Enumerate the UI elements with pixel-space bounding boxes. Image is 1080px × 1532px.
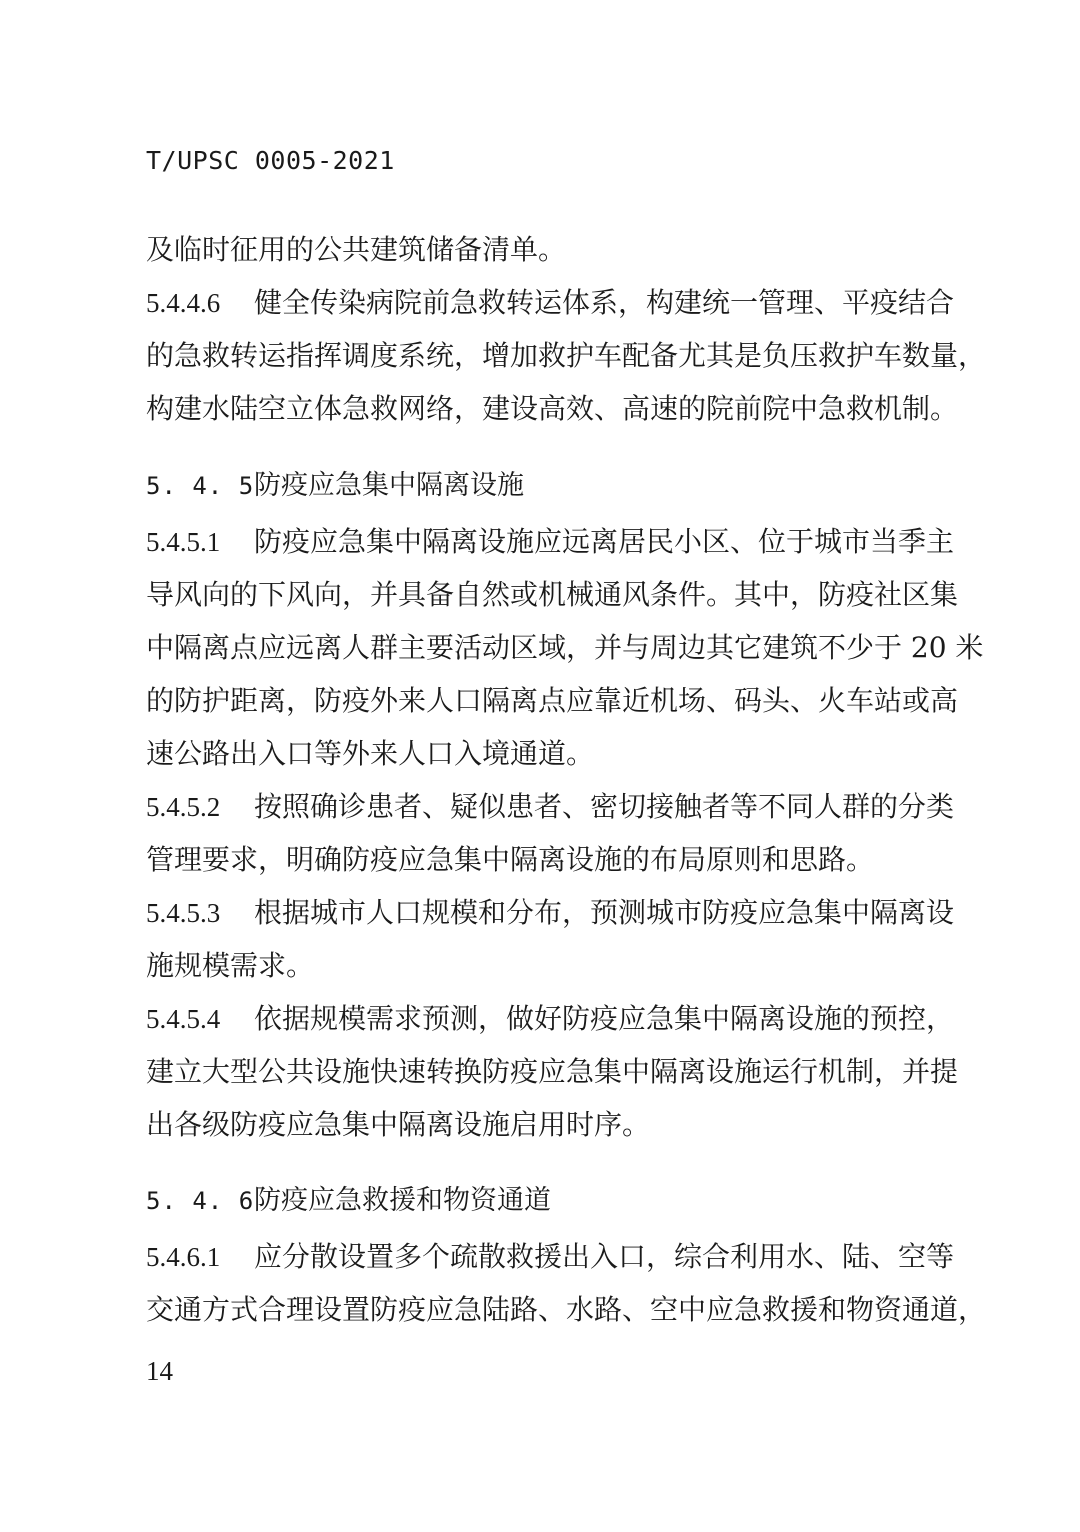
paragraph-text: 的防护距离，防疫外来人口隔离点应靠近机场、码头、火车站或高 <box>146 684 959 717</box>
clause-5451-line-2 <box>146 575 959 615</box>
clause-5446-line-2 <box>146 336 987 376</box>
section-heading-545 <box>146 465 524 505</box>
paragraph-text: 管理要求，明确防疫应急集中隔离设施的布局原则和思路。 <box>146 843 875 876</box>
clause-5446-line-1 <box>146 283 955 323</box>
clause-number: 5.4.5.4 <box>146 1004 221 1034</box>
paragraph-text: 根据城市人口规模和分布，预测城市防疫应急集中隔离设 <box>254 896 955 929</box>
section-number: 5. 4. 5 <box>146 472 255 500</box>
clause-5454-line-3 <box>146 1105 650 1145</box>
paragraph-text: 建立大型公共设施快速转换防疫应急集中隔离设施运行机制，并提 <box>146 1055 959 1088</box>
clause-5446-line-3 <box>146 389 959 429</box>
clause-5454-line-1 <box>146 999 955 1039</box>
paragraph-continuation <box>146 230 566 270</box>
clause-5451-line-5 <box>146 734 594 774</box>
clause-5452-line-2 <box>146 840 874 880</box>
paragraph-text: 健全传染病院前急救转运体系，构建统一管理、平疫结合 <box>254 286 955 319</box>
document-code: T/UPSC 0005-2021 <box>146 146 395 175</box>
clause-5451-line-1 <box>146 522 955 562</box>
paragraph-text: 按照确诊患者、疑似患者、密切接触者等不同人群的分类 <box>254 790 955 823</box>
clause-5451-line-4 <box>146 681 959 721</box>
paragraph-text: 出各级防疫应急集中隔离设施启用时序。 <box>146 1108 651 1141</box>
paragraph-text: 施规模需求。 <box>146 949 315 982</box>
section-heading-546 <box>146 1180 551 1220</box>
paragraph-text: 依据规模需求预测，做好防疫应急集中隔离设施的预控， <box>254 1002 955 1035</box>
section-number: 5. 4. 6 <box>146 1187 255 1215</box>
paragraph-text: 防疫应急集中隔离设施应远离居民小区、位于城市当季主 <box>254 525 955 558</box>
clause-number: 5.4.5.3 <box>146 898 221 928</box>
clause-number: 5.4.5.2 <box>146 792 221 822</box>
clause-5452-line-1 <box>146 787 955 827</box>
paragraph-text: 应分散设置多个疏散救援出入口，综合利用水、陆、空等 <box>254 1240 955 1273</box>
section-title: 防疫应急救援和物资通道 <box>254 1185 551 1216</box>
clause-number: 5.4.4.6 <box>146 288 221 318</box>
paragraph-text: 构建水陆空立体急救网络，建设高效、高速的院前院中急救机制。 <box>146 392 959 425</box>
clause-number: 5.4.6.1 <box>146 1242 221 1272</box>
clause-5461-line-1 <box>146 1237 955 1277</box>
paragraph-text: 中隔离点应远离人群主要活动区域，并与周边其它建筑不少于 20 米 <box>146 631 984 664</box>
section-title: 防疫应急集中隔离设施 <box>254 470 524 501</box>
paragraph-text: 速公路出入口等外来人口入境通道。 <box>146 737 595 770</box>
paragraph-text: 导风向的下风向，并具备自然或机械通风条件。其中，防疫社区集 <box>146 578 959 611</box>
clause-5454-line-2 <box>146 1052 959 1092</box>
clause-5453-line-2 <box>146 946 314 986</box>
clause-5453-line-1 <box>146 893 955 933</box>
clause-number: 5.4.5.1 <box>146 527 221 557</box>
paragraph-text: 的急救转运指挥调度系统，增加救护车配备尤其是负压救护车数量， <box>146 339 987 372</box>
clause-5461-line-2 <box>146 1290 987 1330</box>
paragraph-text: 交通方式合理设置防疫应急陆路、水路、空中应急救援和物资通道， <box>146 1293 987 1326</box>
page-number: 14 <box>146 1356 173 1386</box>
paragraph-text: 及临时征用的公共建筑储备清单。 <box>146 233 567 266</box>
clause-5451-line-3 <box>146 628 984 668</box>
